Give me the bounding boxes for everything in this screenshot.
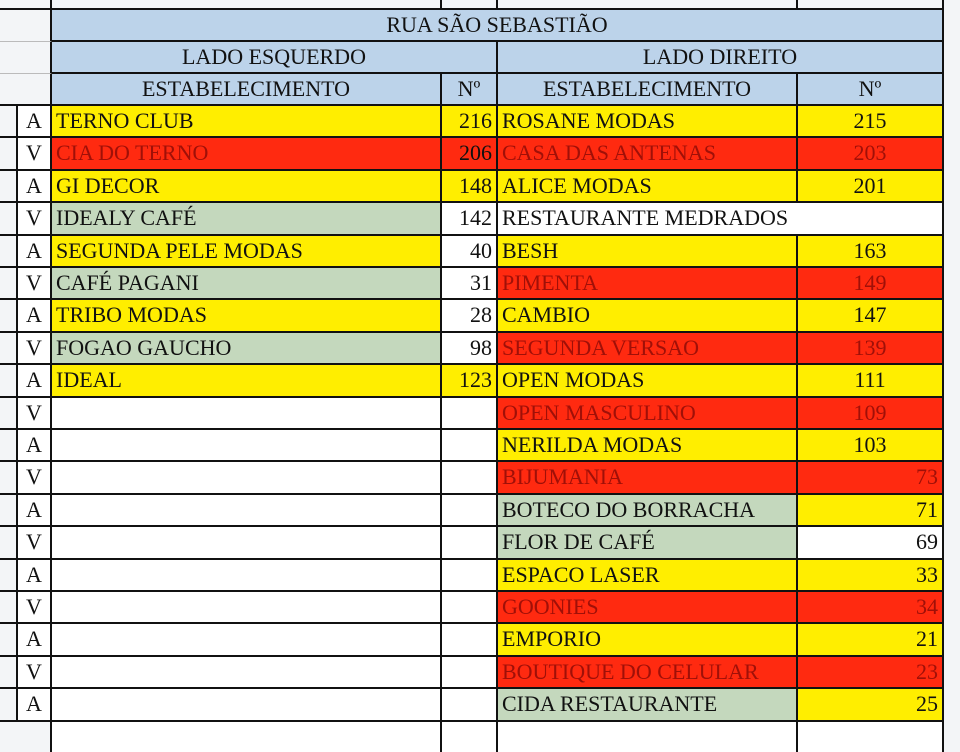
gutter-cell bbox=[0, 462, 18, 495]
gutter-cell bbox=[0, 722, 52, 752]
right-establishment-cell: NERILDA MODAS bbox=[498, 430, 798, 462]
left-number-cell: 98 bbox=[442, 333, 498, 365]
side-letter: V bbox=[18, 203, 52, 236]
right-number-cell: 33 bbox=[798, 560, 944, 592]
gutter-cell bbox=[0, 689, 18, 722]
left-establishment-cell: IDEAL bbox=[52, 365, 442, 398]
right-number-cell: 215 bbox=[798, 106, 944, 138]
right-number-cell: 139 bbox=[798, 333, 944, 365]
left-establishment-cell bbox=[52, 462, 442, 495]
right-establishment-cell: BOTECO DO BORRACHA bbox=[498, 495, 798, 527]
left-number-cell bbox=[442, 430, 498, 462]
left-establishment-cell bbox=[52, 657, 442, 689]
gutter-cell bbox=[0, 236, 18, 268]
right-establishment-cell: PIMENTA bbox=[498, 268, 798, 300]
gutter-cell bbox=[0, 495, 18, 527]
side-letter: A bbox=[18, 560, 52, 592]
left-establishment-cell bbox=[52, 560, 442, 592]
left-number-cell bbox=[442, 657, 498, 689]
left-establishment-cell bbox=[52, 398, 442, 430]
right-number-cell: 23 bbox=[798, 657, 944, 689]
left-number-cell: 216 bbox=[442, 106, 498, 138]
right-number-cell bbox=[798, 203, 944, 236]
side-letter: V bbox=[18, 462, 52, 495]
right-number-cell: 149 bbox=[798, 268, 944, 300]
gutter-cell bbox=[0, 203, 18, 236]
right-number-cell: 109 bbox=[798, 398, 944, 430]
gutter-cell bbox=[0, 42, 52, 74]
left-establishment-cell: SEGUNDA PELE MODAS bbox=[52, 236, 442, 268]
side-letter: V bbox=[18, 527, 52, 560]
left-number-cell bbox=[442, 495, 498, 527]
gutter-cell bbox=[0, 430, 18, 462]
left-number-cell: 148 bbox=[442, 171, 498, 203]
right-establishment-cell: BESH bbox=[498, 236, 798, 268]
left-number-cell bbox=[442, 527, 498, 560]
gutter-cell bbox=[0, 333, 18, 365]
top-strip-c bbox=[442, 0, 498, 10]
left-number-cell bbox=[442, 398, 498, 430]
left-number-cell bbox=[442, 689, 498, 722]
right-establishment-cell: CIDA RESTAURANTE bbox=[498, 689, 798, 722]
left-number-cell bbox=[442, 592, 498, 624]
gutter-cell bbox=[0, 657, 18, 689]
right-establishment-cell: ESPACO LASER bbox=[498, 560, 798, 592]
top-strip-a bbox=[0, 0, 52, 10]
side-letter: A bbox=[18, 300, 52, 333]
left-establishment-cell bbox=[52, 689, 442, 722]
right-establishment-cell: GOONIES bbox=[498, 592, 798, 624]
gutter-cell bbox=[0, 171, 18, 203]
side-letter: A bbox=[18, 689, 52, 722]
left-number-cell: 142 bbox=[442, 203, 498, 236]
side-letter: V bbox=[18, 138, 52, 171]
right-side-header: LADO DIREITO bbox=[498, 42, 944, 74]
left-side-header: LADO ESQUERDO bbox=[52, 42, 498, 74]
right-col-estab-header: ESTABELECIMENTO bbox=[498, 74, 798, 106]
side-letter: V bbox=[18, 268, 52, 300]
left-establishment-cell: IDEALY CAFÉ bbox=[52, 203, 442, 236]
side-letter: V bbox=[18, 333, 52, 365]
left-number-cell: 31 bbox=[442, 268, 498, 300]
side-letter: V bbox=[18, 398, 52, 430]
gutter-cell bbox=[0, 10, 52, 42]
top-strip-e bbox=[798, 0, 944, 10]
left-establishment-cell: FOGAO GAUCHO bbox=[52, 333, 442, 365]
gutter-cell bbox=[0, 560, 18, 592]
left-col-estab-header: ESTABELECIMENTO bbox=[52, 74, 442, 106]
left-establishment-cell: CAFÉ PAGANI bbox=[52, 268, 442, 300]
gutter-cell bbox=[0, 398, 18, 430]
side-letter: V bbox=[18, 592, 52, 624]
side-letter: V bbox=[18, 657, 52, 689]
right-number-cell: 71 bbox=[798, 495, 944, 527]
gutter-cell bbox=[0, 592, 18, 624]
gutter-cell bbox=[0, 624, 18, 657]
gutter-cell bbox=[0, 268, 18, 300]
right-establishment-cell: EMPORIO bbox=[498, 624, 798, 657]
gutter-cell bbox=[0, 365, 18, 398]
left-number-cell: 28 bbox=[442, 300, 498, 333]
right-number-cell: 147 bbox=[798, 300, 944, 333]
side-letter: A bbox=[18, 365, 52, 398]
right-establishment-cell: BIJUMANIA bbox=[498, 462, 798, 495]
left-establishment-cell: GI DECOR bbox=[52, 171, 442, 203]
blank-cell bbox=[442, 722, 498, 752]
left-establishment-cell: TRIBO MODAS bbox=[52, 300, 442, 333]
gutter-cell bbox=[0, 106, 18, 138]
left-establishment-cell bbox=[52, 430, 442, 462]
side-letter: A bbox=[18, 106, 52, 138]
top-strip-d bbox=[498, 0, 798, 10]
left-establishment-cell bbox=[52, 495, 442, 527]
gutter-cell bbox=[0, 74, 52, 106]
side-letter: A bbox=[18, 495, 52, 527]
side-letter: A bbox=[18, 236, 52, 268]
left-number-cell: 123 bbox=[442, 365, 498, 398]
side-letter: A bbox=[18, 171, 52, 203]
right-number-cell: 111 bbox=[798, 365, 944, 398]
gutter-cell bbox=[0, 527, 18, 560]
top-strip-b bbox=[52, 0, 442, 10]
left-number-cell: 206 bbox=[442, 138, 498, 171]
side-letter: A bbox=[18, 430, 52, 462]
gutter-cell bbox=[0, 138, 18, 171]
right-establishment-cell: CASA DAS ANTENAS bbox=[498, 138, 798, 171]
right-number-cell: 201 bbox=[798, 171, 944, 203]
left-number-cell bbox=[442, 624, 498, 657]
right-number-cell: 69 bbox=[798, 527, 944, 560]
right-number-cell: 103 bbox=[798, 430, 944, 462]
left-col-num-header: Nº bbox=[442, 74, 498, 106]
side-letter: A bbox=[18, 624, 52, 657]
right-col-num-header: Nº bbox=[798, 74, 944, 106]
blank-cell bbox=[798, 722, 944, 752]
page-title: RUA SÃO SEBASTIÃO bbox=[52, 10, 944, 42]
left-establishment-cell: TERNO CLUB bbox=[52, 106, 442, 138]
right-number-cell: 203 bbox=[798, 138, 944, 171]
right-number-cell: 21 bbox=[798, 624, 944, 657]
right-establishment-cell: BOUTIQUE DO CELULAR bbox=[498, 657, 798, 689]
right-number-cell: 25 bbox=[798, 689, 944, 722]
gutter-cell bbox=[0, 300, 18, 333]
right-establishment-cell: FLOR DE CAFÉ bbox=[498, 527, 798, 560]
left-establishment-cell bbox=[52, 527, 442, 560]
right-establishment-cell: ALICE MODAS bbox=[498, 171, 798, 203]
blank-cell bbox=[52, 722, 442, 752]
right-establishment-cell: ROSANE MODAS bbox=[498, 106, 798, 138]
left-number-cell: 40 bbox=[442, 236, 498, 268]
right-establishment-cell: OPEN MASCULINO bbox=[498, 398, 798, 430]
right-establishment-cell: CAMBIO bbox=[498, 300, 798, 333]
right-number-cell: 34 bbox=[798, 592, 944, 624]
right-establishment-cell: OPEN MODAS bbox=[498, 365, 798, 398]
right-establishment-cell: RESTAURANTE MEDRADOS bbox=[498, 203, 798, 236]
right-number-cell: 73 bbox=[798, 462, 944, 495]
right-establishment-cell: SEGUNDA VERSAO bbox=[498, 333, 798, 365]
left-establishment-cell: CIA DO TERNO bbox=[52, 138, 442, 171]
blank-cell bbox=[498, 722, 798, 752]
left-number-cell bbox=[442, 560, 498, 592]
left-number-cell bbox=[442, 462, 498, 495]
left-establishment-cell bbox=[52, 592, 442, 624]
left-establishment-cell bbox=[52, 624, 442, 657]
right-number-cell: 163 bbox=[798, 236, 944, 268]
